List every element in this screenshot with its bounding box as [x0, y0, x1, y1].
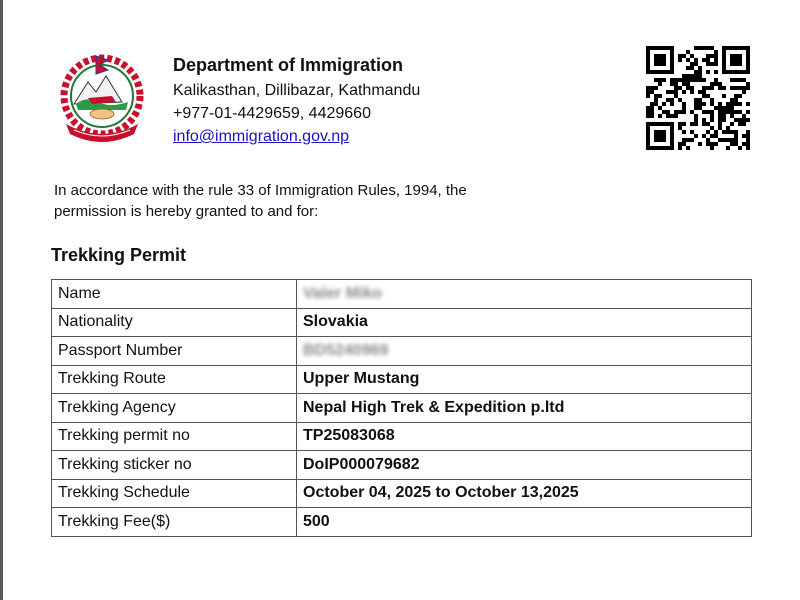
field-label: Name — [52, 280, 297, 309]
field-value — [297, 337, 752, 366]
table-row — [52, 422, 752, 451]
table-row — [52, 280, 752, 309]
field-value: 500 — [297, 508, 752, 537]
header-block — [173, 54, 420, 148]
table-row — [52, 308, 752, 337]
qr-code-icon — [646, 46, 750, 150]
department-address: Kalikasthan, Dillibazar, Kathmandu — [173, 82, 421, 99]
field-label: Trekking Agency — [52, 394, 297, 423]
field-label: Trekking Fee($) — [52, 508, 297, 537]
table-row — [52, 365, 752, 394]
field-label: Passport Number — [52, 337, 297, 366]
field-label: Trekking permit no — [52, 422, 297, 451]
nepal-emblem-icon — [52, 52, 152, 144]
table-row — [52, 451, 752, 480]
field-label: Nationality — [52, 308, 297, 337]
field-label: Trekking sticker no — [52, 451, 297, 480]
field-value: Slovakia — [297, 308, 752, 337]
table-row — [52, 479, 752, 508]
redacted-value: BD5240969 — [303, 341, 389, 359]
intro-text: In accordance with the rule 33 of Immigration Rules, 1994, the permission is hereby granted to and for: — [54, 182, 467, 220]
field-value: TP25083068 — [297, 422, 752, 451]
redacted-value: Valer Miko — [303, 284, 383, 302]
field-label: Trekking Schedule — [52, 479, 297, 508]
table-row — [52, 508, 752, 537]
permit-title: Trekking Permit — [51, 245, 187, 265]
field-label: Trekking Route — [52, 365, 297, 394]
department-email-link[interactable]: info@immigration.gov.np — [173, 128, 350, 145]
permit-table — [51, 279, 752, 537]
field-value: Nepal High Trek & Expedition p.ltd — [297, 394, 752, 423]
department-phone: +977-01-4429659, 4429660 — [173, 105, 371, 122]
page-left-border — [0, 0, 3, 600]
field-value: October 04, 2025 to October 13,2025 — [297, 479, 752, 508]
table-row — [52, 337, 752, 366]
field-value: DoIP000079682 — [297, 451, 752, 480]
table-row — [52, 394, 752, 423]
field-value — [297, 280, 752, 309]
field-value: Upper Mustang — [297, 365, 752, 394]
department-title: Department of Immigration — [173, 55, 404, 75]
